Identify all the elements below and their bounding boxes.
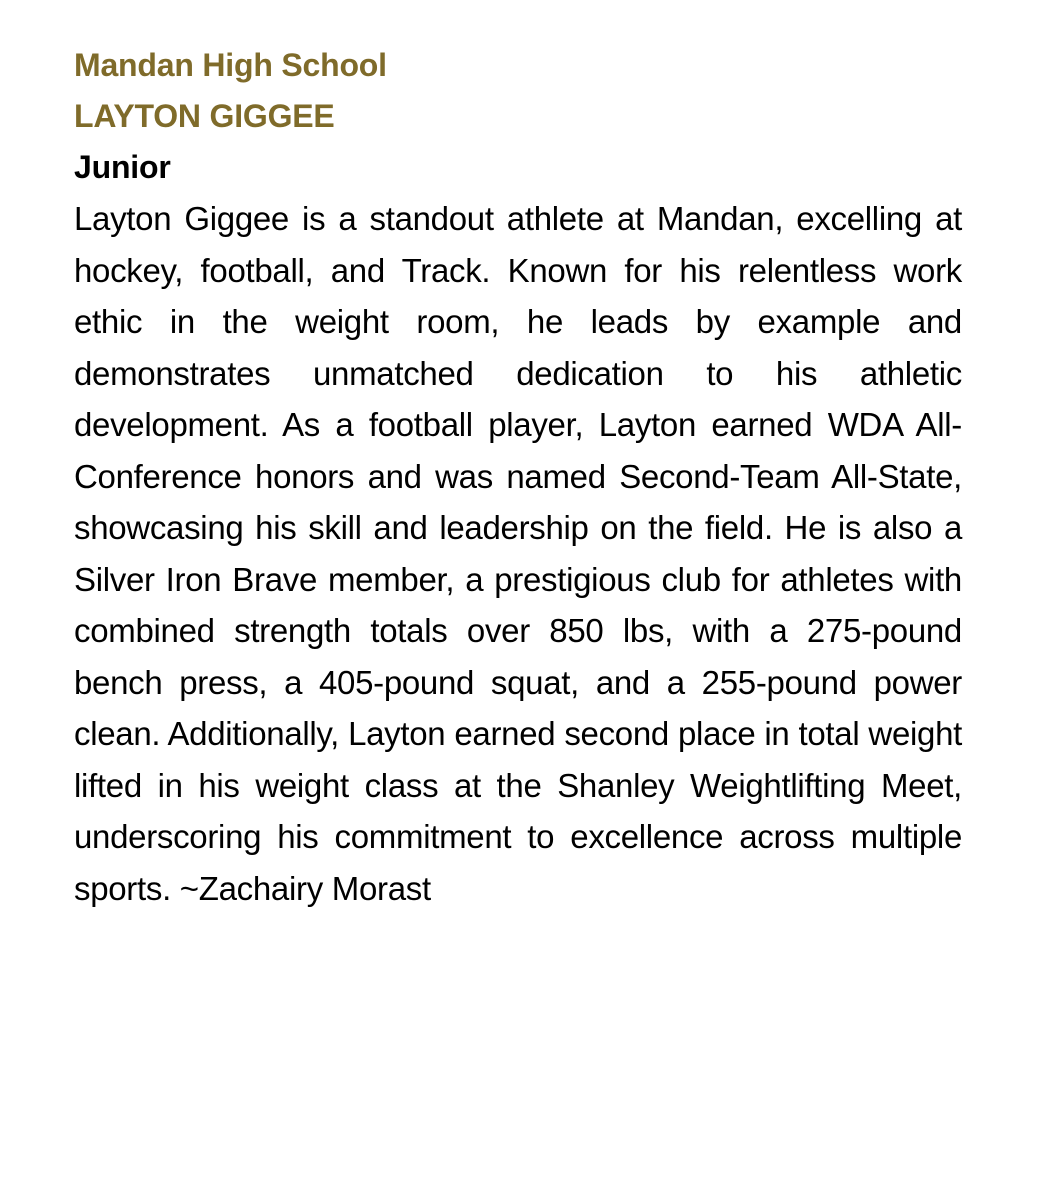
- athlete-profile: [74, 40, 962, 914]
- grade-label: Junior: [74, 149, 171, 185]
- athlete-name: LAYTON GIGGEE: [74, 98, 335, 134]
- athlete-bio: Layton Giggee is a standout athlete at Mandan, excelling at hockey, football, and Track. Known for his relentless work ethic in the weight room, he leads by example and demonstrates unmatched dedication to his athletic development. As a football player, Layton earned WDA All-Conference honors and was named Second-Team All-State, showcasing his skill and leadership on the field. He is also a Silver Iron Brave member, a prestigious club for athletes with combined strength totals over 850 lbs, with a 275-pound bench press, a 405-pound squat, and a 255-pound power clean. Additionally, Layton earned second place in total weight lifted in his weight class at the Shanley Weightlifting Meet, underscoring his commitment to excellence across multiple sports. ~Zachairy Morast: [74, 200, 962, 907]
- school-name: Mandan High School: [74, 47, 387, 83]
